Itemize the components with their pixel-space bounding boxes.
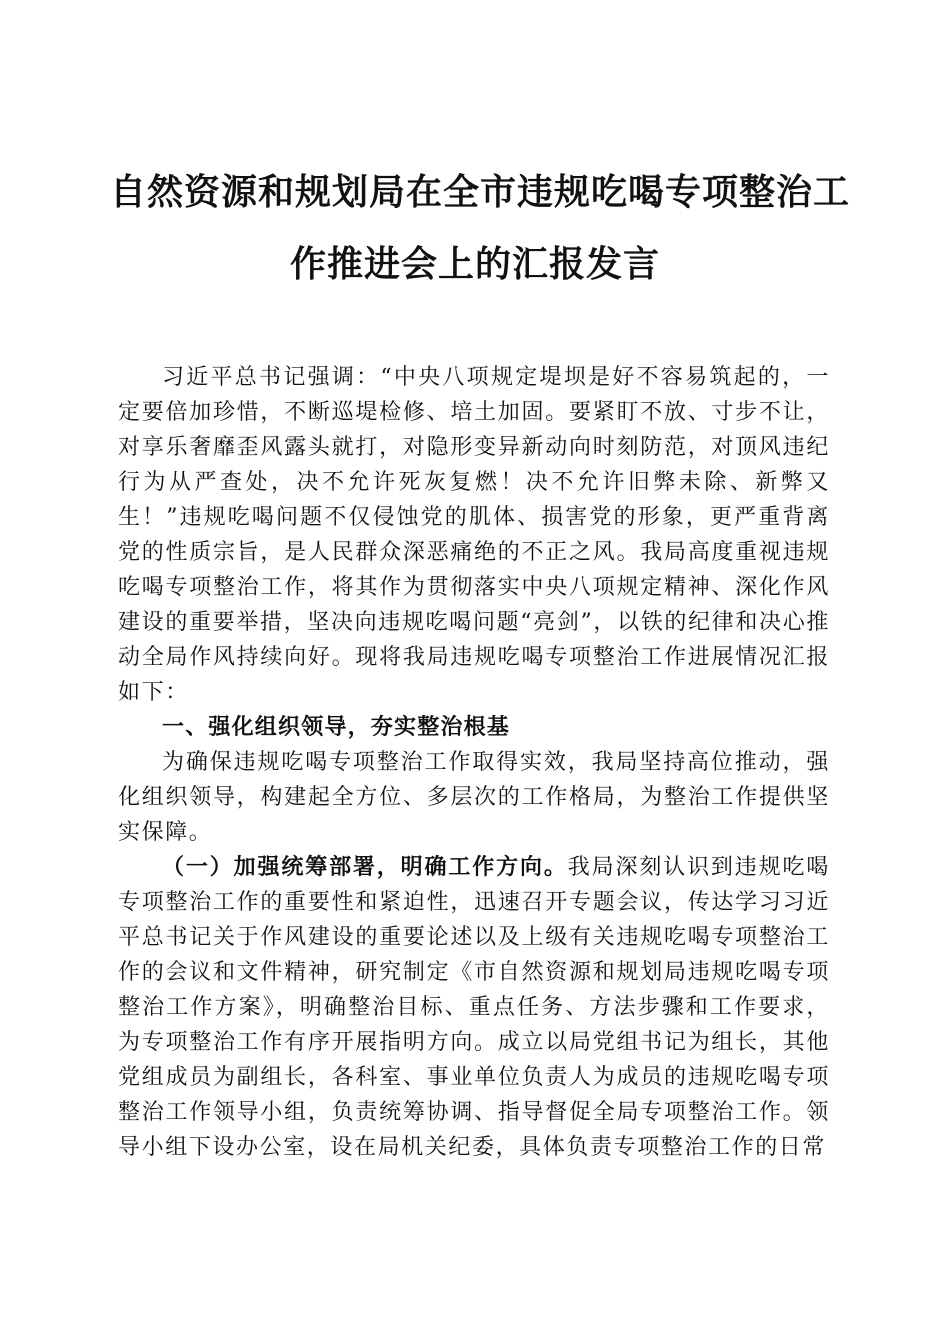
- section-1-paragraph: 为确保违规吃喝专项整治工作取得实效，我局坚持高位推动，强化组织领导，构建起全方位、多层次的工作格局，为整治工作提供坚实保障。: [118, 750, 830, 845]
- document-body: [118, 360, 830, 1165]
- subsection-1-paragraph: [118, 850, 830, 1165]
- subsection-1-lead: （一）加强统筹部署，明确工作方向。: [162, 854, 568, 880]
- subsection-1-text: 我局深刻认识到违规吃喝专项整治工作的重要性和紧迫性，迅速召开专题会议，传达学习习近平总书记关于作风建设的重要论述以及上级有关违规吃喝专项整治工作的会议和文件精神，研究制定《市自然资源和规划局违规吃喝专项整治工作方案》，明确整治目标、重点任务、方法步骤和工作要求，为专项整治工作有序开展指明方向。成立以局党组书记为组长，其他党组成员为副组长，各科室、事业单位负责人为成员的违规吃喝专项整治工作领导小组，负责统筹协调、指导督促全局专项整治工作。领导小组下设办公室，设在局机关纪委，具体负责专项整治工作的日常: [118, 855, 830, 1160]
- document-title-line-2: 作推进会上的汇报发言: [289, 243, 660, 285]
- section-heading-1: 一、强化组织领导，夯实整治根基: [162, 715, 511, 740]
- intro-paragraph: 习近平总书记强调：“中央八项规定堤坝是好不容易筑起的，一定要倍加珍惜，不断巡堤检修、培土加固。要紧盯不放、寸步不让，对享乐奢靡歪风露头就打，对隐形变异新动向时刻防范，对顶风违纪行为从严查处，决不允许死灰复燃！决不允许旧弊未除、新弊又生！”违规吃喝问题不仅侵蚀党的肌体、损害党的形象，更严重背离党的性质宗旨，是人民群众深恶痛绝的不正之风。我局高度重视违规吃喝专项整治工作，将其作为贯彻落实中央八项规定精神、深化作风建设的重要举措，坚决向违规吃喝问题“亮剑”，以铁的纪律和决心推动全局作风持续向好。现将我局违规吃喝专项整治工作进展情况汇报如下：: [118, 365, 830, 705]
- document-title-line-1: 自然资源和规划局在全市违规吃喝专项整治工: [110, 171, 851, 213]
